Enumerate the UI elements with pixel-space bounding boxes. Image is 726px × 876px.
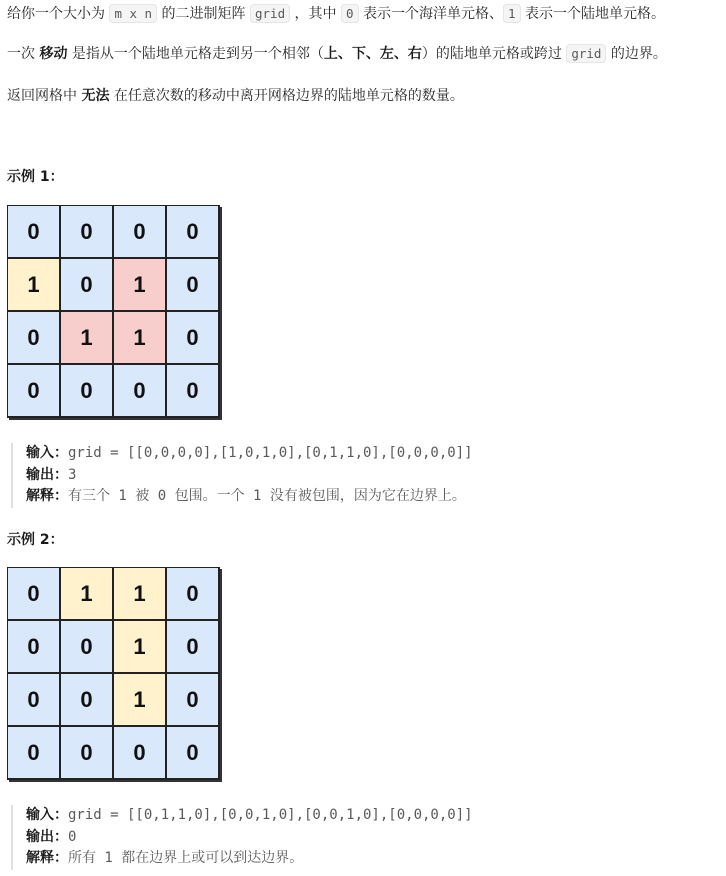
output-label: 输出： — [26, 466, 68, 483]
input-label: 输入： — [26, 807, 68, 823]
text: ）的陆地单元格或跨过 — [421, 46, 567, 62]
explain-label: 解释： — [26, 850, 68, 866]
text: 的二进制矩阵 — [157, 6, 250, 22]
output-value: 0 — [68, 828, 77, 845]
text: 的边界。 — [606, 46, 667, 62]
grid-cell: 0 — [167, 259, 220, 312]
grid-cell: 0 — [167, 568, 220, 621]
grid-cell: 0 — [61, 674, 114, 727]
example-1-block — [11, 443, 473, 508]
text: ，其中 — [290, 6, 342, 22]
grid-cell: 0 — [61, 621, 114, 674]
example-2-title: 示例 2： — [7, 532, 64, 548]
grid-cell: 0 — [8, 312, 61, 365]
grid-cell: 0 — [8, 621, 61, 674]
inline-code-zero: 0 — [341, 4, 359, 23]
inline-code-m-x-n: m x n — [109, 4, 157, 23]
description-paragraph-2 — [7, 42, 667, 66]
grid-cell: 0 — [8, 365, 61, 418]
explain-label: 解释： — [26, 488, 68, 504]
input-label: 输入： — [26, 445, 68, 461]
grid-cell: 0 — [8, 568, 61, 621]
text: 一次 — [7, 46, 40, 62]
text: 表示一个陆地单元格。 — [520, 6, 665, 22]
explain-line — [26, 486, 473, 508]
input-value: grid = [[0,1,1,0],[0,0,1,0],[0,0,1,0],[0,0,0,0]] — [68, 807, 473, 823]
example-1-grid — [7, 205, 220, 418]
example-2-grid — [7, 567, 220, 780]
grid-cell: 0 — [61, 365, 114, 418]
grid-cell: 0 — [167, 727, 220, 780]
text: 在任意次数的移动中离开网格边界的陆地单元格的数量。 — [109, 88, 464, 104]
grid-cell: 0 — [167, 312, 220, 365]
explain-value: 有三个 1 被 0 包围。一个 1 没有被包围，因为它在边界上。 — [68, 488, 466, 504]
grid-cell: 0 — [61, 206, 114, 259]
grid-cell: 1 — [114, 621, 167, 674]
description-paragraph-1 — [7, 2, 665, 26]
grid-cell: 1 — [114, 568, 167, 621]
grid-cell: 1 — [8, 259, 61, 312]
grid-cell: 0 — [114, 206, 167, 259]
example-1-title: 示例 1： — [7, 169, 64, 185]
grid-cell: 0 — [167, 621, 220, 674]
text: 是指从一个陆地单元格走到另一个相邻（ — [67, 46, 324, 62]
grid-cell: 0 — [167, 365, 220, 418]
inline-code-grid: grid — [566, 44, 606, 63]
grid-cell: 0 — [61, 727, 114, 780]
explain-value: 所有 1 都在边界上或可以到达边界。 — [68, 850, 304, 866]
grid-cell: 1 — [114, 312, 167, 365]
description-paragraph-3 — [7, 84, 464, 108]
grid-cell: 1 — [61, 312, 114, 365]
bold-move: 移动 — [39, 46, 68, 62]
grid-cell: 1 — [114, 674, 167, 727]
text: 返回网格中 — [7, 88, 82, 104]
grid-cell: 0 — [167, 206, 220, 259]
grid-cell: 0 — [8, 206, 61, 259]
input-line — [26, 805, 473, 827]
grid-cell: 0 — [114, 727, 167, 780]
output-line — [26, 827, 473, 849]
grid-cell: 1 — [61, 568, 114, 621]
bold-directions: 上、下、左、右 — [323, 46, 422, 62]
grid-cell: 0 — [61, 259, 114, 312]
output-line — [26, 465, 473, 487]
inline-code-grid: grid — [250, 4, 290, 23]
inline-code-one: 1 — [503, 4, 521, 23]
text: 表示一个海洋单元格、 — [358, 6, 503, 22]
input-value: grid = [[0,0,0,0],[1,0,1,0],[0,1,1,0],[0,0,0,0]] — [68, 445, 473, 461]
output-label: 输出： — [26, 828, 68, 845]
bold-cannot: 无法 — [81, 88, 110, 104]
grid-cell: 1 — [114, 259, 167, 312]
grid-cell: 0 — [8, 674, 61, 727]
explain-line — [26, 848, 473, 870]
text: 给你一个大小为 — [7, 6, 110, 22]
example-2-block — [11, 805, 473, 870]
output-value: 3 — [68, 466, 77, 483]
input-line — [26, 443, 473, 465]
grid-cell: 0 — [114, 365, 167, 418]
grid-cell: 0 — [167, 674, 220, 727]
grid-cell: 0 — [8, 727, 61, 780]
